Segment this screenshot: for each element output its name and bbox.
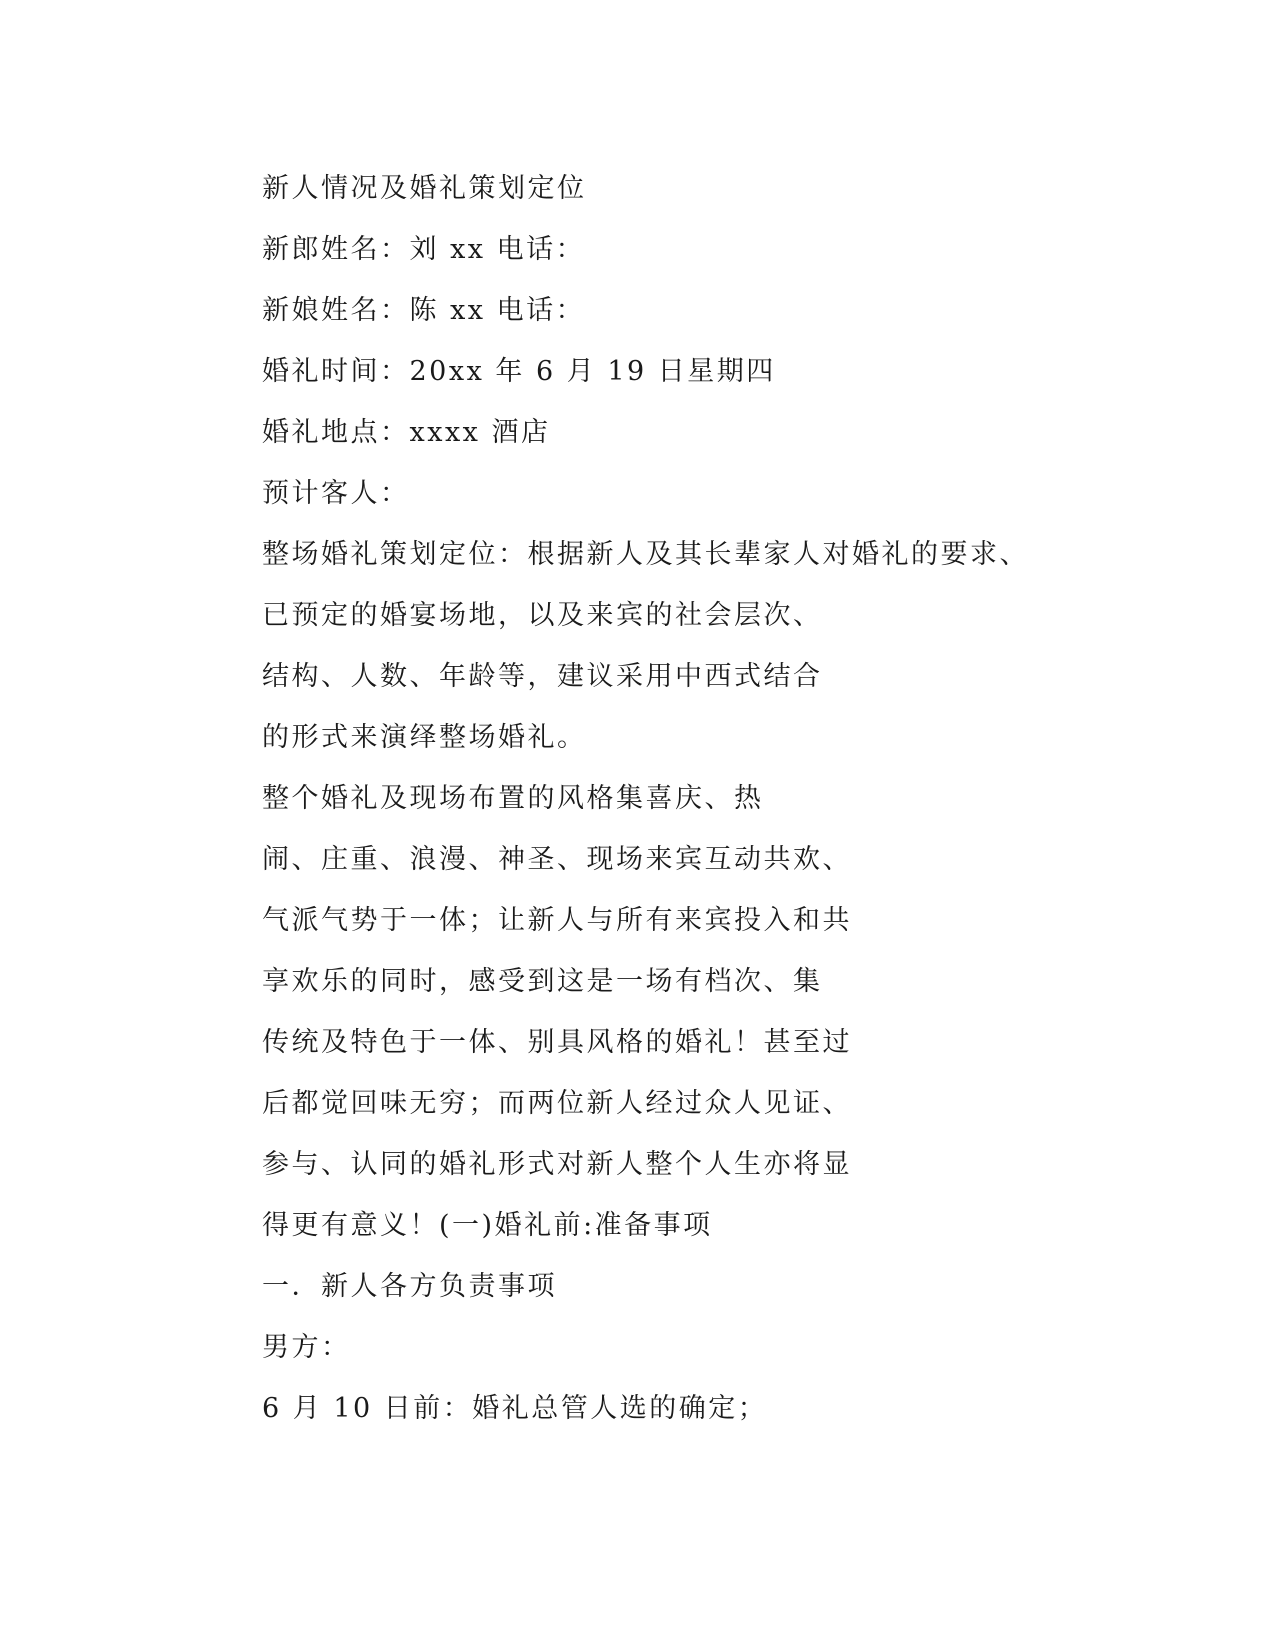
groom-info-line: 新郎姓名：刘 xx 电话： xyxy=(262,234,586,265)
paragraph-line: 享欢乐的同时，感受到这是一场有档次、集 xyxy=(262,966,823,997)
bride-info-line: 新娘姓名：陈 xx 电话： xyxy=(262,295,586,326)
paragraph-line: 整场婚礼策划定位：根据新人及其长辈家人对婚礼的要求、 xyxy=(262,539,1029,570)
paragraph-line: 后都觉回味无穷；而两位新人经过众人见证、 xyxy=(262,1088,852,1119)
paragraph-line: 已预定的婚宴场地，以及来宾的社会层次、 xyxy=(262,600,823,631)
subsection-label: 男方： xyxy=(262,1332,351,1363)
paragraph-line: 气派气势于一体；让新人与所有来宾投入和共 xyxy=(262,905,852,936)
paragraph-line: 得更有意义！(一)婚礼前:准备事项 xyxy=(262,1210,713,1241)
expected-guests-line: 预计客人： xyxy=(262,478,410,509)
schedule-item: 6 月 10 日前：婚礼总管人选的确定； xyxy=(262,1393,768,1424)
paragraph-line: 的形式来演绎整场婚礼。 xyxy=(262,722,587,753)
document-title: 新人情况及婚礼策划定位 xyxy=(262,173,587,204)
paragraph-line: 整个婚礼及现场布置的风格集喜庆、热 xyxy=(262,783,764,814)
paragraph-line: 结构、人数、年龄等，建议采用中西式结合 xyxy=(262,661,823,692)
paragraph-line: 闹、庄重、浪漫、神圣、现场来宾互动共欢、 xyxy=(262,844,852,875)
paragraph-line: 传统及特色于一体、别具风格的婚礼！甚至过 xyxy=(262,1027,852,1058)
section-heading: 一．新人各方负责事项 xyxy=(262,1271,557,1302)
paragraph-line: 参与、认同的婚礼形式对新人整个人生亦将显 xyxy=(262,1149,852,1180)
wedding-venue-line: 婚礼地点：xxxx 酒店 xyxy=(262,417,551,448)
wedding-time-line: 婚礼时间：20xx 年 6 月 19 日星期四 xyxy=(262,356,776,387)
document-body xyxy=(262,158,1162,1439)
